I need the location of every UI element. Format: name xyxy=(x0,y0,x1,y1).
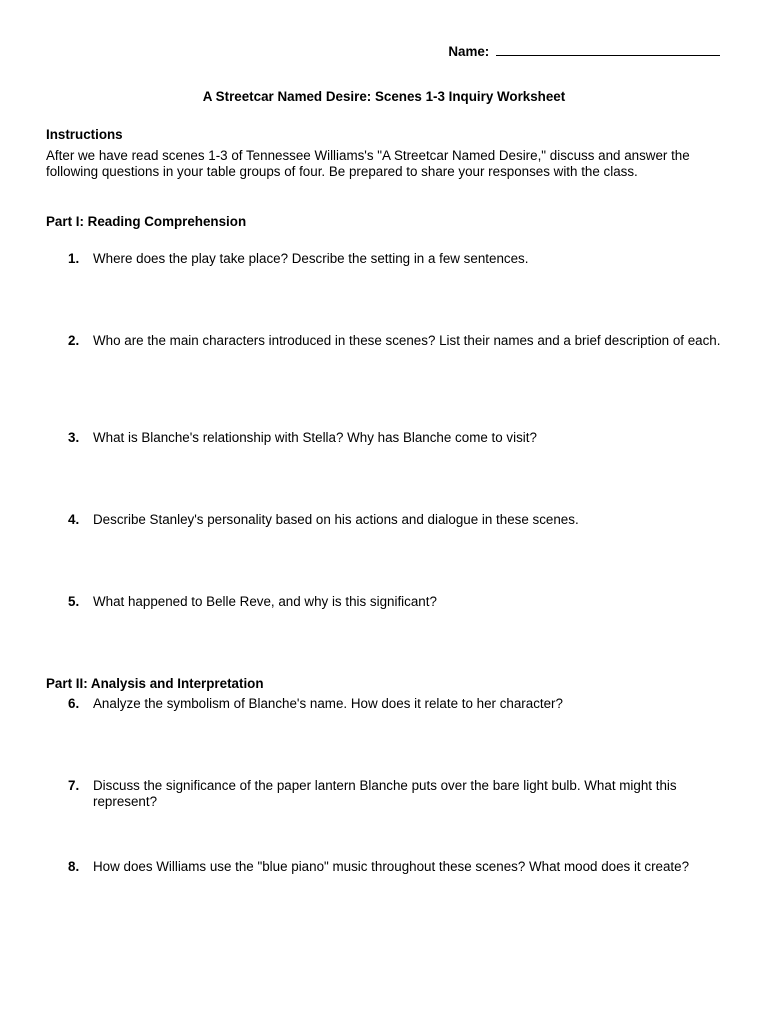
question-text: Describe Stanley's personality based on his actions and dialogue in these scenes. xyxy=(93,512,579,527)
question-number: 8. xyxy=(68,859,80,874)
question-text: What happened to Belle Reve, and why is this significant? xyxy=(93,594,437,609)
question-text: How does Williams use the "blue piano" music throughout these scenes? What mood does it create? xyxy=(93,859,690,874)
question-text: Where does the play take place? Describe the setting in a few sentences. xyxy=(93,251,529,266)
name-field xyxy=(448,42,720,60)
question-text: Who are the main characters introduced in these scenes? List their names and a brief description of each. xyxy=(93,333,721,348)
question-number: 7. xyxy=(68,778,80,793)
question-number: 5. xyxy=(68,594,80,609)
instructions-heading: Instructions xyxy=(46,127,123,142)
part2-heading: Part II: Analysis and Interpretation xyxy=(46,676,264,691)
question-text: Analyze the symbolism of Blanche's name. How does it relate to her character? xyxy=(93,696,563,711)
part1-heading: Part I: Reading Comprehension xyxy=(46,214,247,229)
name-blank-line xyxy=(496,42,720,56)
name-label: Name: xyxy=(448,44,490,59)
question-number: 4. xyxy=(68,512,80,527)
question-text: Discuss the significance of the paper lantern Blanche puts over the bare light bulb. What might this represent? xyxy=(93,778,677,809)
question-number: 6. xyxy=(68,696,80,711)
question-number: 3. xyxy=(68,430,80,445)
instructions-text: After we have read scenes 1-3 of Tennessee Williams's "A Streetcar Named Desire," discuss and answer the following questions in your table groups of four. Be prepared to share your responses with the class. xyxy=(46,148,690,179)
question-number: 2. xyxy=(68,333,80,348)
question-text: What is Blanche's relationship with Stella? Why has Blanche come to visit? xyxy=(93,430,537,445)
worksheet-title: A Streetcar Named Desire: Scenes 1-3 Inquiry Worksheet xyxy=(202,89,566,104)
question-number: 1. xyxy=(68,251,80,266)
